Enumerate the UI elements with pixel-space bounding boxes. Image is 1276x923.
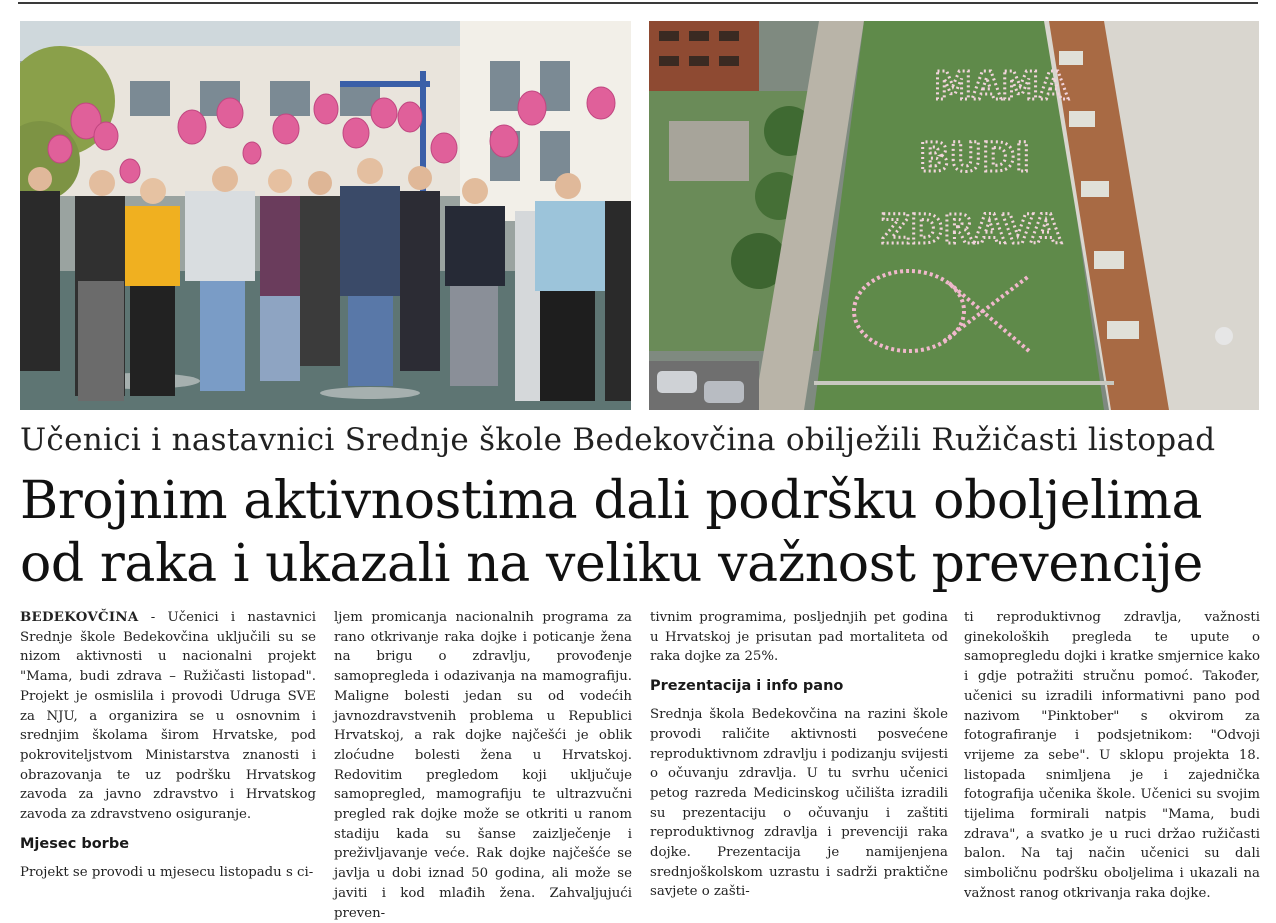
formation-word-3: ZDRAVA [881, 207, 1062, 253]
column-2-paragraph: ljem promicanja nacionalnih programa za rano otkrivanje raka dojke i poticanje žena na brigu o zdravlju, provođenje samopregleda i odazivanja na mamografiju. Maligne bolesti jedan su od vodećih javnozdravstvenih problema u Republici Hrvatskoj, a rak dojke najčešći je oblik zloćudne bolesti žena u Hrvatskoj. Redovitim pregledom koji uključuje samopregled, mamografiju te ultrazvučni pregled rak dojke može se otkriti u ranom stadiju kada su šanse zaizlječenje i preživljavanje veće. Rak dojke najčešće se javlja u dobi iznad 50 godina, ali može se javiti i kod mlađih žena. Zahvaljujući preven- [334, 610, 632, 921]
section-heading-prezentacija: Prezentacija i info pano [650, 678, 844, 695]
article-column-4 [964, 608, 1260, 904]
article-column-3 [650, 608, 948, 902]
headline-line-1: Brojnim aktivnostima dali podršku oboljelima [20, 471, 1203, 531]
section2-paragraph: Srednja škola Bedekovčina na razini škole provodi raličite aktivnosti posvećene reproduktivnom zdravlju i podizanju svijesti o očuvanju zdravlja. U tu svrhu učenici petog razreda Medicinskog učilišta izradili su prezentaciju o očuvanju i zaštiti reproduktivnog zdravlja i prevenciji raka dojke. Prezentacija je namijenjena srednjoškolskom uzrastu i sadrži praktične savjete o zašti- [650, 707, 948, 900]
formation-word-2: BUDI [919, 135, 1031, 181]
photo-students-balloons-illustration [20, 21, 631, 410]
dateline: BEDEKOVČINA [20, 610, 139, 625]
article-column-1 [20, 608, 316, 882]
intro-text: - Učenici i nastavnici Srednje škole Bedekovčina uključili su se nizom aktivnosti u nacionalni projekt "Mama, budi zdrava – Ružičasti listopad". Projekt je osmislila i provodi Udruga SVE za NJU, a organizira se u osnovnim i srednjim školama širom Hrvatske, pod pokroviteljstvom Ministarstva znanosti i obrazovanja te uz podršku Hrvatskog zavoda za javno zdravstvo i Hrvatskog zavoda za zdravstveno osiguranje. [20, 610, 316, 823]
section-heading-mjesec-borbe: Mjesec borbe [20, 835, 130, 852]
article-column-2 [334, 608, 632, 923]
formation-word-1: MAMA [934, 64, 1069, 108]
article-subtitle: Učenici i nastavnici Srednje škole Bedekovčina obilježili Ružičasti listopad [20, 422, 1216, 458]
photo-aerial-formation [649, 21, 1259, 410]
section1-paragraph: Projekt se provodi u mjesecu listopadu s ci- [20, 864, 314, 880]
intro-paragraph [20, 608, 316, 825]
photo-students-balloons [20, 21, 631, 410]
photo-aerial-formation-illustration [649, 21, 1259, 410]
column-4-paragraph: ti reproduktivnog zdravlja, važnosti ginekoloških pregleda te upute o samopregledu dojki i kratke smjernice kako i gdje potražiti stručnu pomoć. Također, učenici su izradili informativni pano pod nazivom "Pinktober" s okvirom za fotografiranje i podsjetnikom: "Odvoji vrijeme za sebe". U sklopu projekta 18. listopada snimljena je i zajednička fotografija učenika škole. Učenici su svojim tijelima formirali natpis "Mama, budi zdrava", a svatko je u ruci držao ružičasti balon. Na taj način učenici su dali simboličnu podršku oboljelima i ukazali na važnost ranog otkrivanja raka dojke. [964, 610, 1260, 901]
column-3-paragraph: tivnim programima, posljednjih pet godina u Hrvatskoj je prisutan pad mortaliteta od raka dojke za 25%. [650, 610, 948, 665]
top-rule [18, 2, 1258, 4]
headline-line-2: od raka i ukazali na veliku važnost prevencije [20, 534, 1203, 594]
article-headline [20, 470, 1270, 596]
